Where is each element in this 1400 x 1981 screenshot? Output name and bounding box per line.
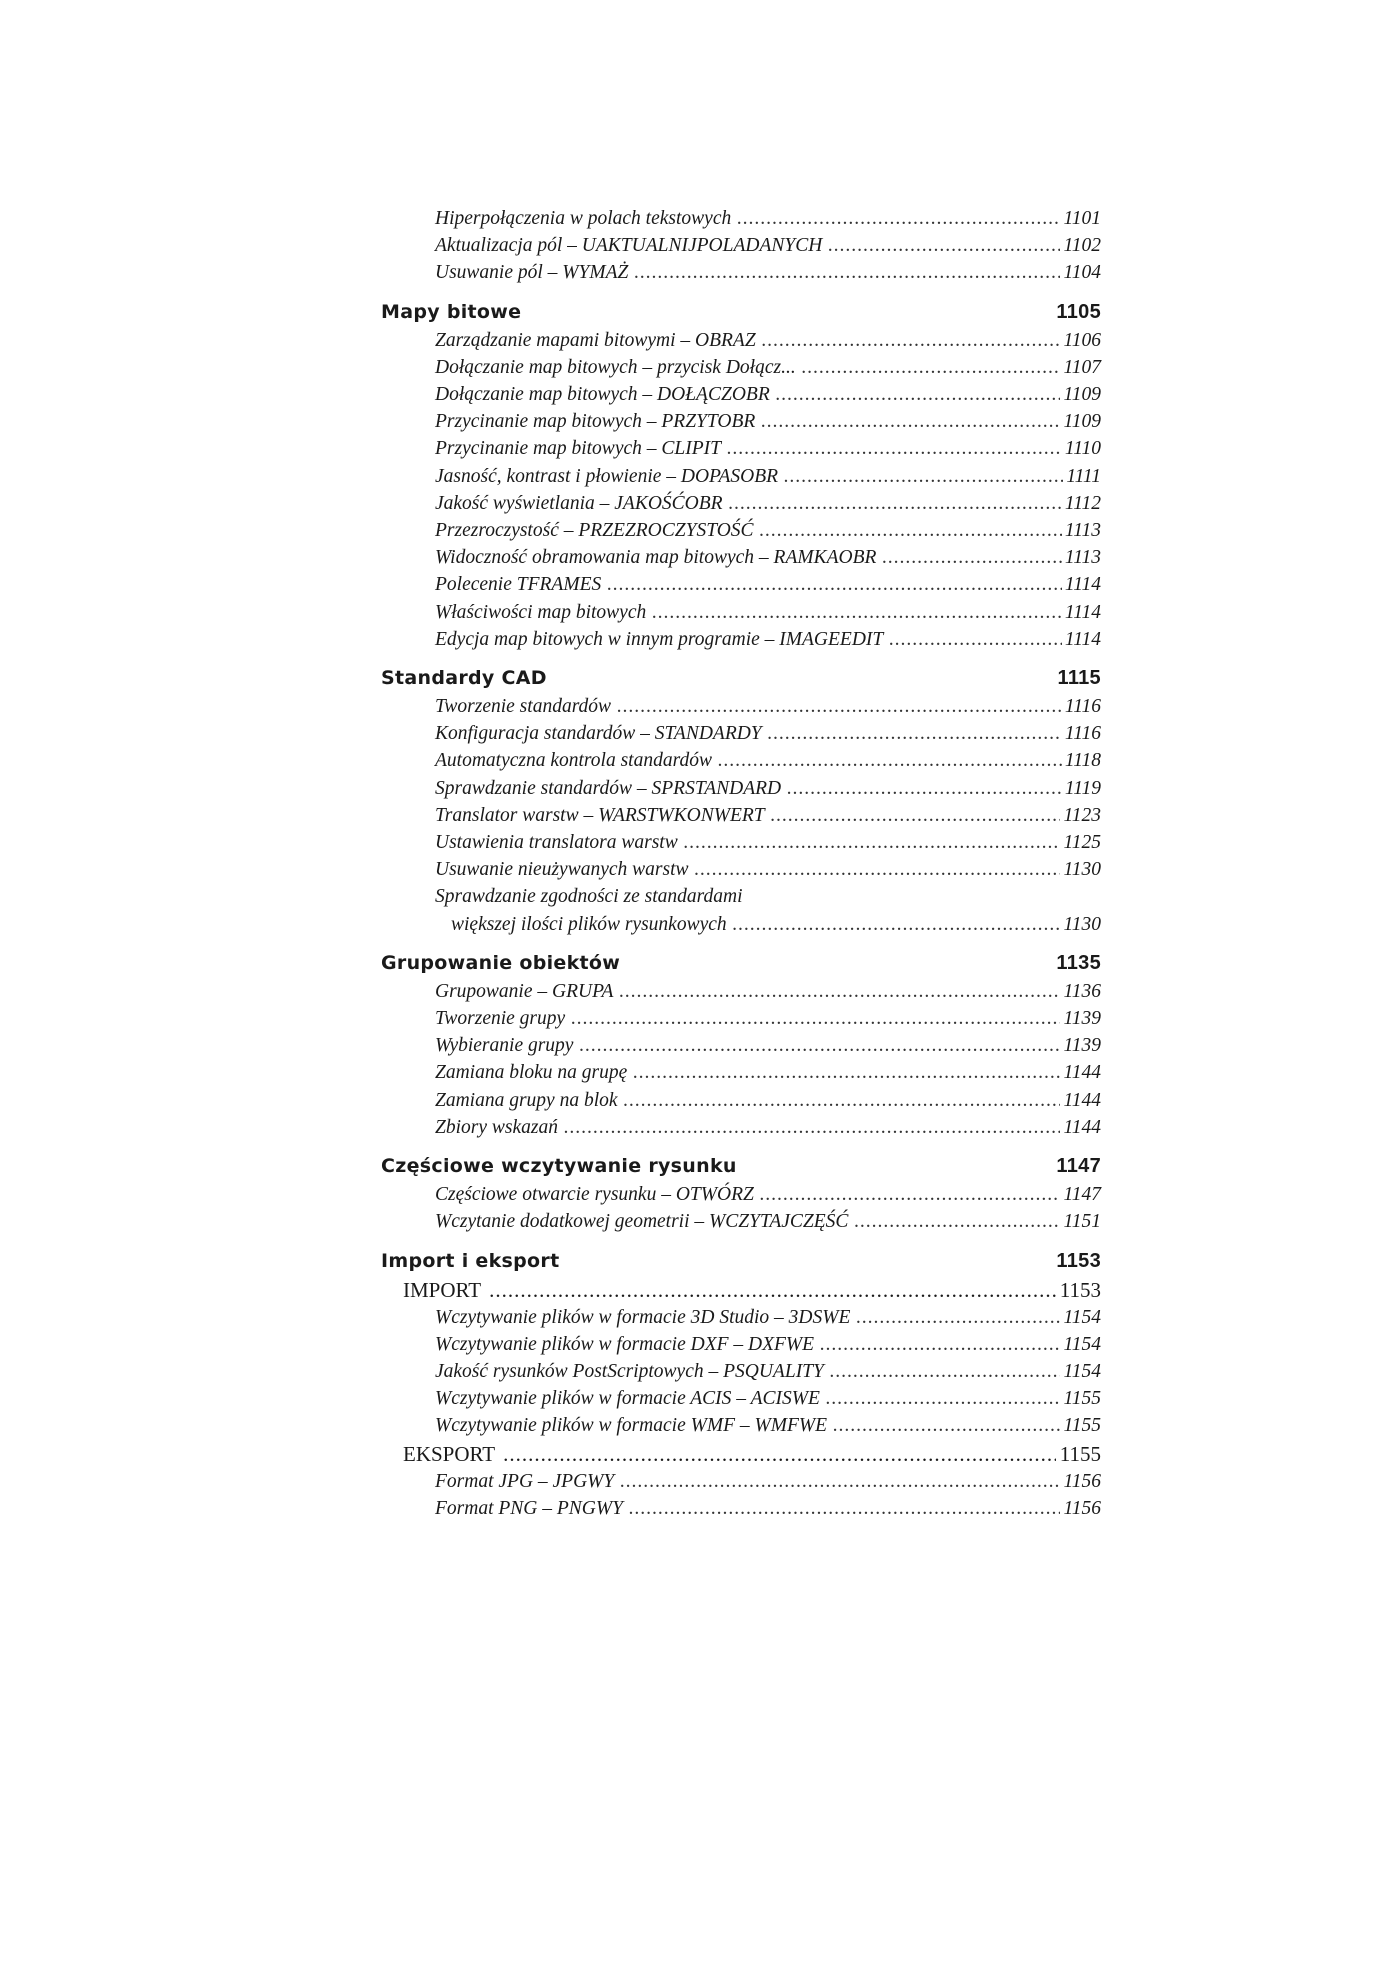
toc-entry xyxy=(381,1495,1101,1522)
section-title: Import i eksport xyxy=(381,1249,560,1272)
entry-title: Ustawienia translatora warstw xyxy=(435,832,678,854)
dot-leader xyxy=(503,1440,1056,1468)
toc-entry xyxy=(381,571,1101,598)
entry-page: 1110 xyxy=(1064,438,1101,460)
dot-leader xyxy=(737,205,1060,232)
dot-leader xyxy=(771,802,1061,829)
entry-title: Wczytywanie plików w formacie ACIS – ACISWE xyxy=(435,1388,820,1410)
toc-entry xyxy=(381,829,1101,856)
dot-leader xyxy=(619,978,1060,1005)
entry-page: 1154 xyxy=(1063,1333,1101,1355)
entry-page: 1136 xyxy=(1063,980,1101,1002)
entry-title: Wczytanie dodatkowej geometrii – WCZYTAJCZĘŚĆ xyxy=(435,1211,849,1233)
entry-title: Zbiory wskazań xyxy=(435,1116,558,1138)
dot-leader xyxy=(882,544,1061,571)
dot-leader xyxy=(762,327,1061,354)
toc-entry xyxy=(381,599,1101,626)
subsection-eksport xyxy=(381,1440,1101,1468)
section-heading-czesciowe-wczytywanie xyxy=(381,1151,1101,1181)
entry-page: 1116 xyxy=(1064,696,1101,718)
entry-page: 1155 xyxy=(1063,1388,1101,1410)
toc-entry xyxy=(381,978,1101,1005)
section-page: 1147 xyxy=(1056,1155,1101,1178)
toc-entry xyxy=(381,1208,1101,1235)
section-heading-mapy-bitowe xyxy=(381,297,1101,327)
entry-page: 1155 xyxy=(1063,1415,1101,1437)
entry-title: Zamiana grupy na blok xyxy=(435,1089,618,1111)
toc-entry xyxy=(381,1331,1101,1358)
dot-leader xyxy=(828,232,1060,259)
entry-page: 1156 xyxy=(1063,1470,1101,1492)
entry-page: 1116 xyxy=(1064,723,1101,745)
entry-page: 1109 xyxy=(1063,384,1101,406)
entry-title: Konfiguracja standardów – STANDARDY xyxy=(435,723,762,745)
entry-title: Przycinanie map bitowych – CLIPIT xyxy=(435,438,721,460)
dot-leader xyxy=(634,259,1060,286)
toc-entry xyxy=(381,856,1101,883)
entry-title: Usuwanie nieużywanych warstw xyxy=(435,859,689,881)
entry-title: Częściowe otwarcie rysunku – OTWÓRZ xyxy=(435,1184,754,1206)
entry-title: Edycja map bitowych w innym programie – IMAGEEDIT xyxy=(435,628,884,650)
toc-entry xyxy=(381,381,1101,408)
subsection-import xyxy=(381,1276,1101,1304)
dot-leader xyxy=(620,1468,1060,1495)
entry-title: Właściwości map bitowych xyxy=(435,601,647,623)
entry-page: 1144 xyxy=(1063,1116,1101,1138)
dot-leader xyxy=(695,856,1061,883)
entry-title: Wybieranie grupy xyxy=(435,1035,574,1057)
dot-leader xyxy=(718,747,1062,774)
dot-leader xyxy=(787,775,1062,802)
toc-entry-multiline xyxy=(381,883,1101,937)
entry-title: Hiperpołączenia w polach tekstowych xyxy=(435,208,732,229)
entry-title: Jakość wyświetlania – JAKOŚĆOBR xyxy=(435,492,723,514)
entry-page: 1107 xyxy=(1063,356,1101,378)
toc-entry xyxy=(381,354,1101,381)
toc-entry xyxy=(381,1304,1101,1331)
dot-leader xyxy=(617,693,1062,720)
entry-page: 1156 xyxy=(1063,1497,1101,1519)
dot-leader xyxy=(633,1059,1060,1086)
entry-page: 1154 xyxy=(1063,1306,1101,1328)
subsection-page: 1155 xyxy=(1059,1441,1101,1466)
toc-entry xyxy=(381,1385,1101,1412)
dot-leader xyxy=(768,720,1062,747)
toc-entry xyxy=(381,205,1101,232)
entry-title: Przezroczystość – PRZEZROCZYSTOŚĆ xyxy=(435,520,754,542)
entry-page: 1147 xyxy=(1063,1184,1101,1206)
toc-entry xyxy=(381,327,1101,354)
entry-page: 1114 xyxy=(1064,574,1101,596)
entry-page: 1109 xyxy=(1063,411,1101,433)
dot-leader xyxy=(830,1358,1061,1385)
dot-leader xyxy=(889,626,1062,653)
entry-page: 1104 xyxy=(1063,262,1101,284)
entry-title: Jakość rysunków PostScriptowych – PSQUALITY xyxy=(435,1360,824,1382)
entry-title: Aktualizacja pól – UAKTUALNIJPOLADANYCH xyxy=(435,235,823,257)
dot-leader xyxy=(652,599,1062,626)
dot-leader xyxy=(802,354,1061,381)
toc-entry xyxy=(381,259,1101,286)
section-page: 1105 xyxy=(1056,300,1101,323)
dot-leader xyxy=(564,1114,1060,1141)
subsection-title: EKSPORT xyxy=(403,1441,496,1466)
entry-page: 1112 xyxy=(1064,492,1101,514)
entry-page: 1113 xyxy=(1064,547,1101,569)
entry-title: Zarządzanie mapami bitowymi – OBRAZ xyxy=(435,329,756,351)
entry-page: 1113 xyxy=(1064,520,1101,542)
section-heading-standardy-cad xyxy=(381,663,1101,693)
dot-leader xyxy=(854,1208,1060,1235)
section-heading-import-eksport xyxy=(381,1246,1101,1276)
dot-leader xyxy=(624,1087,1061,1114)
entry-title: Tworzenie grupy xyxy=(435,1008,566,1030)
entry-title: Dołączanie map bitowych – przycisk Dołącz... xyxy=(435,356,796,378)
toc-entry xyxy=(381,490,1101,517)
entry-page: 1111 xyxy=(1066,465,1101,487)
dot-leader xyxy=(607,571,1062,598)
entry-title: Tworzenie standardów xyxy=(435,696,612,718)
entry-page: 1102 xyxy=(1063,235,1101,257)
toc-entry xyxy=(381,232,1101,259)
entry-title: Przycinanie map bitowych – PRZYTOBR xyxy=(435,411,756,433)
dot-leader xyxy=(684,829,1061,856)
section-page: 1153 xyxy=(1056,1249,1101,1272)
entry-page: 1151 xyxy=(1063,1211,1101,1233)
toc-entry xyxy=(381,435,1101,462)
section-title: Częściowe wczytywanie rysunku xyxy=(381,1155,737,1178)
entry-page: 1114 xyxy=(1064,628,1101,650)
toc-entry xyxy=(381,1059,1101,1086)
dot-leader xyxy=(629,1495,1060,1522)
section-title: Grupowanie obiektów xyxy=(381,951,621,974)
entry-title: Zamiana bloku na grupę xyxy=(435,1062,628,1084)
toc-entry xyxy=(381,1114,1101,1141)
entry-page: 1106 xyxy=(1063,329,1101,351)
dot-leader xyxy=(760,517,1062,544)
dot-leader xyxy=(820,1331,1060,1358)
dot-leader xyxy=(489,1276,1056,1304)
entry-page: 1139 xyxy=(1063,1008,1101,1030)
entry-title-line1: Sprawdzanie zgodności ze standardami xyxy=(435,886,743,908)
toc-entry xyxy=(381,1181,1101,1208)
entry-page: 1154 xyxy=(1063,1360,1101,1382)
entry-page: 1144 xyxy=(1063,1062,1101,1084)
entry-title: Format JPG – JPGWY xyxy=(435,1470,615,1492)
toc-entry xyxy=(381,1087,1101,1114)
entry-page: 1130 xyxy=(1063,913,1101,935)
toc-entry xyxy=(381,775,1101,802)
dot-leader xyxy=(784,463,1063,490)
entry-title-line2: większej ilości plików rysunkowych xyxy=(451,913,727,935)
entry-page: 1101 xyxy=(1063,208,1101,229)
entry-title: Sprawdzanie standardów – SPRSTANDARD xyxy=(435,777,782,799)
entry-title: Wczytywanie plików w formacie WMF – WMFWE xyxy=(435,1415,828,1437)
section-page: 1135 xyxy=(1056,951,1101,974)
toc-entry xyxy=(381,544,1101,571)
section-title: Standardy CAD xyxy=(381,667,547,690)
entry-page: 1123 xyxy=(1063,804,1101,826)
dot-leader xyxy=(761,408,1060,435)
entry-title: Wczytywanie plików w formacie DXF – DXFWE xyxy=(435,1333,815,1355)
entry-page: 1125 xyxy=(1063,832,1101,854)
entry-title: Wczytywanie plików w formacie 3D Studio – 3DSWE xyxy=(435,1306,851,1328)
dot-leader xyxy=(856,1304,1060,1331)
section-title: Mapy bitowe xyxy=(381,300,522,323)
dot-leader xyxy=(760,1181,1061,1208)
dot-leader xyxy=(826,1385,1061,1412)
subsection-page: 1153 xyxy=(1059,1277,1101,1302)
dot-leader xyxy=(727,435,1062,462)
section-page: 1115 xyxy=(1057,667,1101,690)
toc-entry xyxy=(381,408,1101,435)
entry-title: Widoczność obramowania map bitowych – RAMKAOBR xyxy=(435,547,877,569)
entry-title: Jasność, kontrast i płowienie – DOPASOBR xyxy=(435,465,779,487)
dot-leader xyxy=(571,1005,1060,1032)
toc-entry xyxy=(381,517,1101,544)
dot-leader xyxy=(579,1032,1060,1059)
toc-entry xyxy=(381,626,1101,653)
toc-entry xyxy=(381,1032,1101,1059)
dot-leader xyxy=(776,381,1061,408)
table-of-contents xyxy=(381,205,1101,1522)
toc-entry xyxy=(381,720,1101,747)
entry-title: Automatyczna kontrola standardów xyxy=(435,750,712,772)
section-heading-grupowanie-obiektow xyxy=(381,948,1101,978)
toc-entry xyxy=(381,463,1101,490)
entry-title: Translator warstw – WARSTWKONWERT xyxy=(435,804,765,826)
entry-title: Grupowanie – GRUPA xyxy=(435,980,614,1002)
entry-title: Format PNG – PNGWY xyxy=(435,1497,623,1519)
entry-page: 1139 xyxy=(1063,1035,1101,1057)
entry-title: Polecenie TFRAMES xyxy=(435,574,602,596)
toc-entry xyxy=(381,693,1101,720)
toc-entry xyxy=(381,1468,1101,1495)
toc-entry xyxy=(381,1005,1101,1032)
entry-title: Dołączanie map bitowych – DOŁĄCZOBR xyxy=(435,384,770,406)
subsection-title: IMPORT xyxy=(403,1277,482,1302)
entry-page: 1114 xyxy=(1064,601,1101,623)
entry-page: 1119 xyxy=(1064,777,1101,799)
toc-entry xyxy=(381,802,1101,829)
toc-entry xyxy=(381,747,1101,774)
entry-title: Usuwanie pól – WYMAŻ xyxy=(435,262,629,284)
entry-page: 1130 xyxy=(1063,859,1101,881)
dot-leader xyxy=(833,1412,1060,1439)
toc-entry xyxy=(381,1412,1101,1439)
toc-entry-continuation xyxy=(381,911,1101,938)
entry-page: 1144 xyxy=(1063,1089,1101,1111)
entry-page: 1118 xyxy=(1064,750,1101,772)
toc-entry xyxy=(381,1358,1101,1385)
intro-entries xyxy=(381,205,1101,287)
dot-leader xyxy=(733,911,1061,938)
dot-leader xyxy=(729,490,1062,517)
